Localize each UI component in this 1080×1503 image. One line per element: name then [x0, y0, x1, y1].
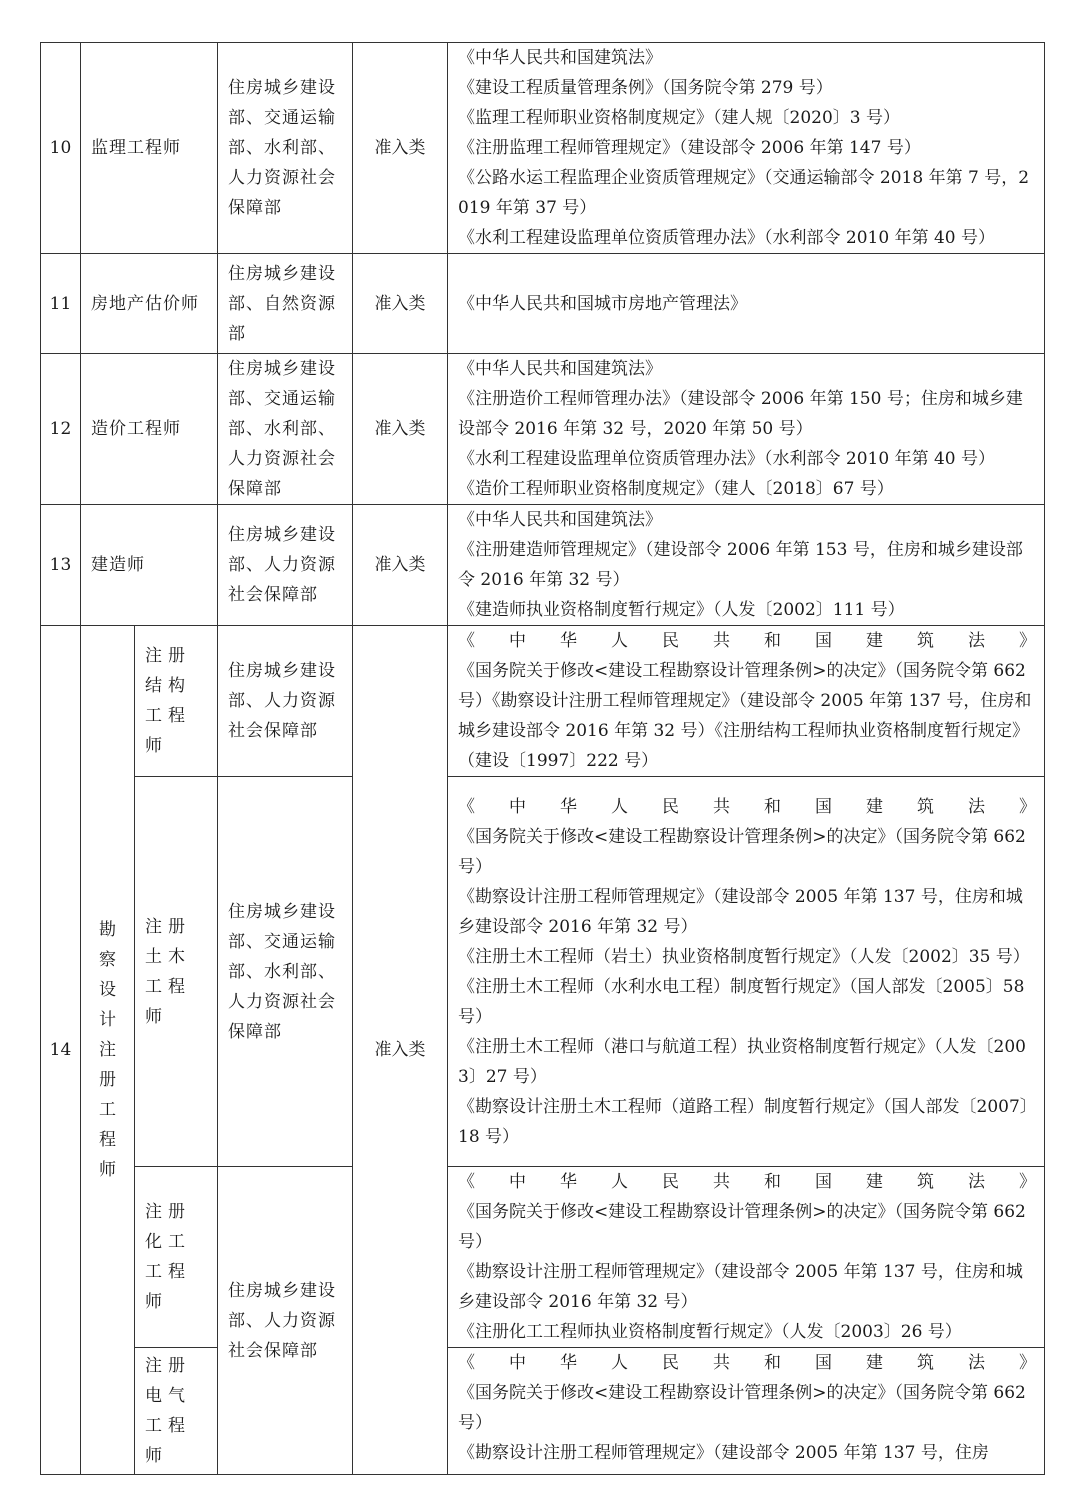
law-item: 《中华人民共和国建筑法》 — [458, 48, 662, 68]
law-item: 《勘察设计注册土木工程师（道路工程）制度暂行规定》（国人部发〔2007〕18 号） — [458, 1096, 1029, 1147]
department: 住房城乡建设部、人力资源社会保障部 — [218, 626, 353, 777]
qualification-name: 监理工程师 — [81, 43, 218, 254]
law-item: 《勘察设计注册工程师管理规定》（建设部令 2005 年第 137 号，住房和城乡建设部令 2016 年第 32 号） — [458, 1262, 1023, 1312]
department: 住房城乡建设部、自然资源部 — [218, 254, 353, 354]
table-row-14-civil — [41, 777, 1045, 1167]
sub-qualification-name: 注册土木工程师 — [135, 777, 218, 1167]
row-number: 14 — [41, 626, 81, 1475]
legal-basis — [448, 1167, 1045, 1348]
vertical-name: 勘察设计注册工程师 — [99, 920, 116, 1180]
law-item: 《国务院关于修改<建设工程勘察设计管理条例>的决定》（国务院令第 662 号） — [458, 826, 1026, 877]
law-item: 《建造师执业资格制度暂行规定》（人发〔2002〕111 号） — [458, 600, 905, 620]
row-number: 11 — [41, 254, 81, 354]
table-row-14-electrical — [41, 1348, 1045, 1475]
qualification-name: 造价工程师 — [81, 354, 218, 505]
qualification-table — [40, 42, 1045, 1475]
law-item: 《中华人民共和国建筑法》 — [458, 510, 662, 530]
law-item: 《注册建造师管理规定》（建设部令 2006 年第 153 号，住房和城乡建设部令 2016 年第 32 号） — [458, 540, 1023, 590]
table-row-11 — [41, 254, 1045, 354]
legal-basis — [448, 254, 1045, 354]
table-row-14-chemical — [41, 1167, 1045, 1348]
table-row-10 — [41, 43, 1045, 254]
law-item: 《水利工程建设监理单位资质管理办法》（水利部令 2010 年第 40 号） — [458, 228, 996, 248]
qualification-name: 房地产估价师 — [81, 254, 218, 354]
qualification-type: 准入类 — [353, 626, 448, 1475]
department: 住房城乡建设部、交通运输部、水利部、人力资源社会保障部 — [218, 43, 353, 254]
law-item: 《国务院关于修改<建设工程勘察设计管理条例>的决定》（国务院令第 662 号） — [458, 1383, 1026, 1433]
table-row-12 — [41, 354, 1045, 505]
qualification-name: 建造师 — [81, 505, 218, 626]
law-item: 《注册土木工程师（岩土）执业资格制度暂行规定》（人发〔2002〕35 号） — [458, 946, 1030, 967]
law-item: 《中华人民共和国建筑法》 — [458, 1353, 1036, 1373]
table-row-13 — [41, 505, 1045, 626]
law-item: 《造价工程师职业资格制度规定》（建人〔2018〕67 号） — [458, 479, 894, 499]
department: 住房城乡建设部、交通运输部、水利部、人力资源社会保障部 — [218, 777, 353, 1167]
legal-basis — [448, 626, 1045, 777]
sub-qualification-name: 注册结构工程师 — [135, 626, 218, 777]
law-item: 《中华人民共和国城市房地产管理法》 — [458, 293, 747, 314]
law-item: 《注册土木工程师（水利水电工程）制度暂行规定》（国人部发〔2005〕58 号） — [458, 976, 1025, 1027]
law-item: 《水利工程建设监理单位资质管理办法》（水利部令 2010 年第 40 号） — [458, 449, 996, 469]
table-row-14-structural — [41, 626, 1045, 777]
law-item: 《注册化工工程师执业资格制度暂行规定》（人发〔2003〕26 号） — [458, 1322, 962, 1342]
legal-basis — [448, 43, 1045, 254]
qualification-type: 准入类 — [353, 354, 448, 505]
law-item: 《中华人民共和国建筑法》 — [458, 631, 1036, 651]
legal-basis — [448, 777, 1045, 1167]
legal-basis — [448, 505, 1045, 626]
law-item: 《国务院关于修改<建设工程勘察设计管理条例>的决定》（国务院令第 662 号） — [458, 1202, 1026, 1252]
law-item: 《建设工程质量管理条例》（国务院令第 279 号） — [458, 78, 833, 98]
law-item: 《中华人民共和国建筑法》 — [458, 359, 662, 379]
law-item: 《监理工程师职业资格制度规定》（建人规〔2020〕3 号） — [458, 108, 900, 128]
law-item: 《注册土木工程师（港口与航道工程）执业资格制度暂行规定》（人发〔2003〕27 号） — [458, 1036, 1026, 1087]
law-item: 《中华人民共和国建筑法》 — [458, 796, 1036, 817]
row-number: 13 — [41, 505, 81, 626]
law-item: 《国务院关于修改<建设工程勘察设计管理条例>的决定》（国务院令第 662 号）《勘察设计注册工程师管理规定》（建设部令 2005 年第 137 号，住房和城乡建设部令 2016 年第 32 号）《注册结构工程师执业资格制度暂行规定》（建设〔1997〕222 号） — [458, 661, 1032, 771]
department: 住房城乡建设部、交通运输部、水利部、人力资源社会保障部 — [218, 354, 353, 505]
law-item: 《勘察设计注册工程师管理规定》（建设部令 2005 年第 137 号，住房 — [458, 1443, 989, 1463]
department: 住房城乡建设部、人力资源社会保障部 — [218, 1167, 353, 1475]
law-item: 《公路水运工程监理企业资质管理规定》（交通运输部令 2018 年第 7 号，2019 年第 37 号） — [458, 168, 1030, 218]
legal-basis — [448, 1348, 1045, 1475]
law-item: 《注册造价工程师管理办法》（建设部令 2006 年第 150 号；住房和城乡建设部令 2016 年第 32 号，2020 年第 50 号） — [458, 389, 1023, 439]
qualification-name — [81, 626, 135, 1475]
row-number: 12 — [41, 354, 81, 505]
law-item: 《勘察设计注册工程师管理规定》（建设部令 2005 年第 137 号，住房和城乡建设部令 2016 年第 32 号） — [458, 886, 1023, 937]
row-number: 10 — [41, 43, 81, 254]
qualification-type: 准入类 — [353, 254, 448, 354]
qualification-type: 准入类 — [353, 505, 448, 626]
qualification-type: 准入类 — [353, 43, 448, 254]
sub-qualification-name: 注册电气工程师 — [135, 1348, 218, 1475]
sub-qualification-name: 注册化工工程师 — [135, 1167, 218, 1348]
department: 住房城乡建设部、人力资源社会保障部 — [218, 505, 353, 626]
law-item: 《注册监理工程师管理规定》（建设部令 2006 年第 147 号） — [458, 138, 921, 158]
law-item: 《中华人民共和国建筑法》 — [458, 1172, 1036, 1192]
legal-basis — [448, 354, 1045, 505]
